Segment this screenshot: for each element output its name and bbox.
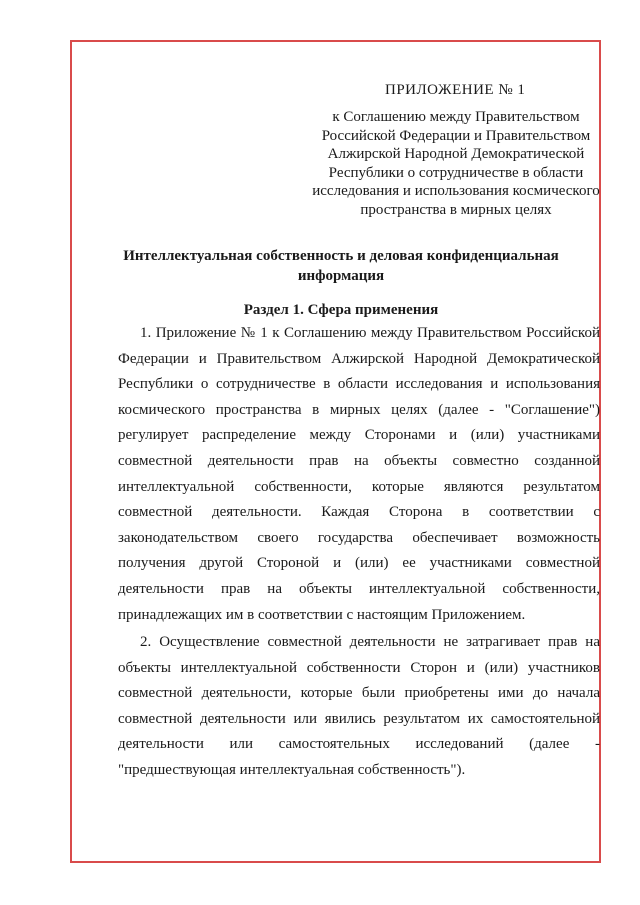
- paragraph-2: [118, 630, 600, 784]
- annex-subtitle: к Соглашению между Правительством Российской Федерации и Правительством Алжирской Народной Демократической Республики о сотрудничестве в области исследования и использования космического пространства в мирных целях: [312, 109, 600, 218]
- document-heading: Интеллектуальная собственность и деловая конфиденциальная информация: [123, 248, 559, 284]
- section-heading: Раздел 1. Сфера применения: [243, 302, 439, 318]
- paragraph-1: [118, 321, 600, 628]
- paragraph-2-text: 2. Осуществление совместной деятельности не затрагивает прав на объекты интеллектуальной собственности Сторон и (или) участников совместной деятельности, которые были приобретены ими до начала совместной деятельности или явились результатом их самостоятельной деятельности или самостоятельных исследований (далее - "предшествующая интеллектуальная собственность").: [118, 634, 600, 778]
- paragraph-1-text: 1. Приложение № 1 к Соглашению между Правительством Российской Федерации и Правительством Алжирской Народной Демократической Республики о сотрудничестве в области исследования и использования космического пространства в мирных целях (далее - "Соглашение") регулирует распределение между Сторонами и (или) участниками совместной деятельности прав на объекты совместно созданной интеллектуальной собственности, которые являются результатом совместной деятельности. Каждая Сторона в соответствии с законодательством своего государства обеспечивает возможность получения другой Стороной и (или) ее участниками совместной деятельности прав на объекты интеллектуальной собственности, принадлежащих им в соответствии с настоящим Приложением.: [118, 325, 600, 623]
- annex-title: ПРИЛОЖЕНИЕ № 1: [385, 82, 526, 98]
